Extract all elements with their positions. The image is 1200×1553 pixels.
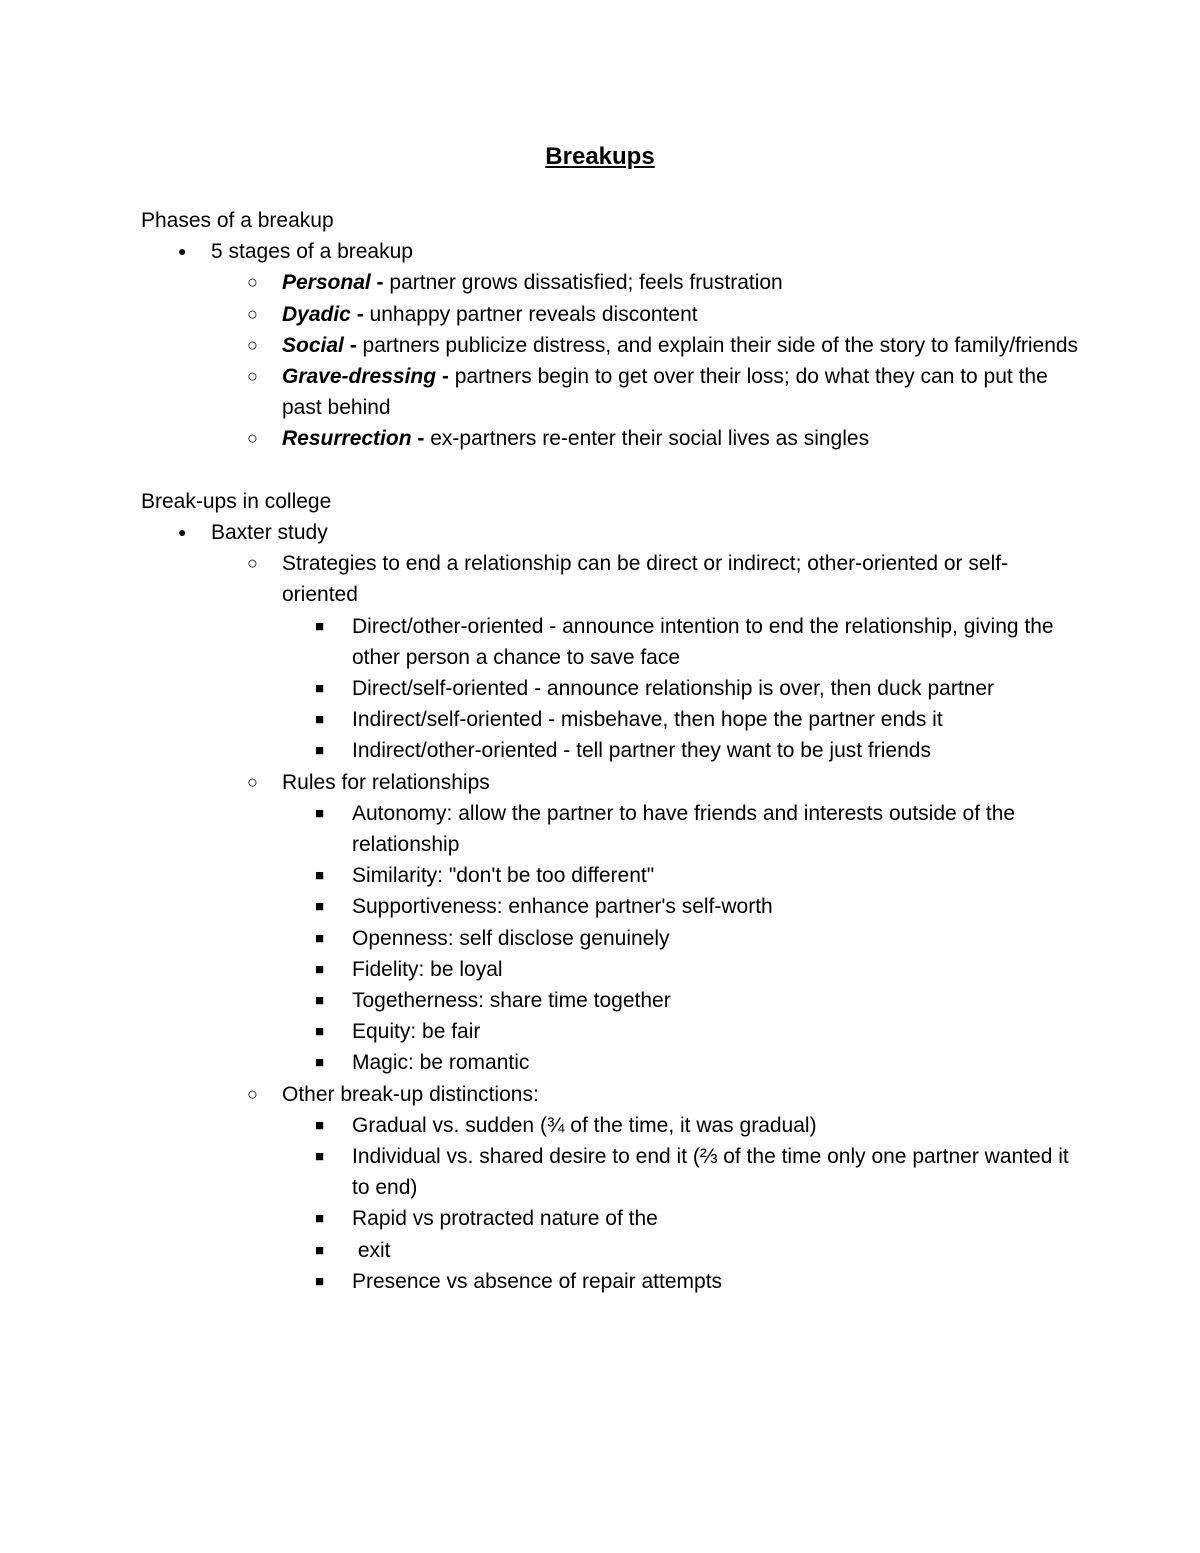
term-separator: - [370, 271, 390, 295]
subitem [141, 548, 1081, 610]
square-bullet-icon: ■ [315, 992, 325, 1010]
stage-item [141, 330, 1081, 361]
rule-points [141, 798, 1081, 1079]
square-bullet-icon: ■ [315, 1210, 325, 1228]
circle-bullet-icon: ○ [247, 303, 258, 324]
square-bullet-icon: ■ [315, 929, 325, 947]
square-bullet-icon: ■ [315, 1116, 325, 1134]
subitem-text: Strategies to end a relationship can be direct or indirect; other-oriented or self-oriented [282, 552, 1009, 607]
stage-item [141, 267, 1081, 298]
point-item [141, 798, 1081, 860]
point-text: exit [352, 1238, 391, 1262]
subitem-text: Other break-up distinctions: [282, 1082, 539, 1106]
subitem [141, 767, 1081, 798]
rules-list [141, 767, 1081, 798]
circle-bullet-icon: ○ [247, 272, 258, 293]
stage-item [141, 423, 1081, 454]
point-text: Openness: self disclose genuinely [352, 926, 670, 950]
point-item [141, 1110, 1081, 1141]
point-item [141, 735, 1081, 766]
point-text: Togetherness: share time together [352, 989, 671, 1013]
point-text: Autonomy: allow the partner to have friends and interests outside of the relationship [352, 801, 1016, 857]
distinctions-list [141, 1079, 1081, 1110]
square-bullet-icon: ■ [315, 867, 325, 885]
stage-text: partner grows dissatisfied; feels frustration [389, 271, 783, 295]
term-separator: - [343, 333, 363, 357]
point-item [141, 954, 1081, 985]
strategies-list [141, 548, 1081, 610]
square-bullet-icon: ■ [315, 960, 325, 978]
point-item [141, 1047, 1081, 1078]
point-text: Magic: be romantic [352, 1051, 530, 1075]
stage-term: Resurrection [282, 427, 412, 451]
stage-text: ex-partners re-enter their social lives as singles [430, 427, 870, 451]
subitem-text: Rules for relationships [282, 770, 490, 794]
bullet-icon: ● [178, 243, 187, 260]
square-bullet-icon: ■ [315, 1148, 325, 1166]
term-separator: - [350, 302, 370, 326]
square-bullet-icon: ■ [315, 1023, 325, 1041]
section-gap [141, 455, 1081, 486]
point-item [141, 923, 1081, 954]
stage-item [141, 361, 1081, 423]
point-item [141, 891, 1081, 922]
document-title: Breakups [545, 143, 655, 170]
square-bullet-icon: ■ [315, 711, 325, 729]
term-separator: - [436, 365, 455, 389]
point-text: Indirect/self-oriented - misbehave, then hope the partner ends it [352, 708, 943, 732]
point-item [141, 1266, 1081, 1297]
point-text: Fidelity: be loyal [352, 957, 503, 981]
circle-bullet-icon: ○ [247, 771, 258, 792]
list-item [141, 517, 1081, 548]
circle-bullet-icon: ○ [247, 366, 258, 387]
section-heading-phases: Phases of a breakup [141, 209, 334, 232]
stage-term: Grave-dressing [282, 365, 437, 389]
square-bullet-icon: ■ [315, 804, 325, 822]
stage-term: Dyadic [282, 302, 351, 326]
list-item-text: Baxter study [211, 521, 328, 545]
point-item [141, 1016, 1081, 1047]
square-bullet-icon: ■ [315, 898, 325, 916]
stage-text: partners publicize distress, and explain their side of the story to family/friends [362, 333, 1079, 357]
stage-term: Social [282, 333, 344, 357]
point-text: Direct/self-oriented - announce relationship is over, then duck partner [352, 677, 995, 701]
point-text: Equity: be fair [352, 1020, 481, 1044]
point-text: Individual vs. shared desire to end it (⅔ of the time only one partner wanted it to end) [352, 1145, 1069, 1200]
point-text: Indirect/other-oriented - tell partner they want to be just friends [352, 739, 931, 763]
list-item [141, 236, 1081, 267]
stage-item [141, 299, 1081, 330]
square-bullet-icon: ■ [315, 1241, 325, 1259]
list-item-text: 5 stages of a breakup [211, 240, 413, 264]
stage-text: unhappy partner reveals discontent [369, 302, 698, 326]
term-separator: - [411, 427, 431, 451]
point-item [141, 673, 1081, 704]
section-heading-college: Break-ups in college [141, 489, 332, 513]
point-text: Gradual vs. sudden (¾ of the time, it was gradual) [352, 1113, 817, 1137]
square-bullet-icon: ■ [315, 1054, 325, 1072]
bullet-icon: ● [178, 524, 187, 541]
circle-bullet-icon: ○ [247, 334, 258, 355]
subitem [141, 1079, 1081, 1110]
stages-list [141, 267, 1081, 454]
point-item [141, 704, 1081, 735]
point-text: Supportiveness: enhance partner's self-worth [352, 895, 773, 919]
square-bullet-icon: ■ [315, 680, 325, 698]
point-text: Direct/other-oriented - announce intention to end the relationship, giving the other person a chance to save face [352, 614, 1054, 669]
square-bullet-icon: ■ [315, 1272, 325, 1290]
point-item [141, 611, 1081, 673]
square-bullet-icon: ■ [315, 617, 325, 635]
circle-bullet-icon: ○ [247, 553, 258, 574]
strategy-points [141, 611, 1081, 767]
point-text: Rapid vs protracted nature of the [352, 1207, 658, 1231]
square-bullet-icon: ■ [315, 742, 325, 760]
stage-text: partners begin to get over their loss; do what they can to put the past behind [282, 365, 1048, 420]
point-text: Presence vs absence of repair attempts [352, 1269, 723, 1293]
section-list-college [141, 517, 1081, 548]
point-item [141, 985, 1081, 1016]
circle-bullet-icon: ○ [247, 1083, 258, 1104]
stage-term: Personal [282, 271, 371, 295]
point-item [141, 1235, 1081, 1266]
point-item [141, 1203, 1081, 1234]
circle-bullet-icon: ○ [247, 428, 258, 449]
point-item [141, 1141, 1081, 1203]
section-list-phases [141, 236, 1081, 267]
distinction-points [141, 1110, 1081, 1297]
document-body [141, 205, 1081, 1297]
point-item [141, 860, 1081, 891]
point-text: Similarity: "don't be too different" [352, 864, 655, 888]
